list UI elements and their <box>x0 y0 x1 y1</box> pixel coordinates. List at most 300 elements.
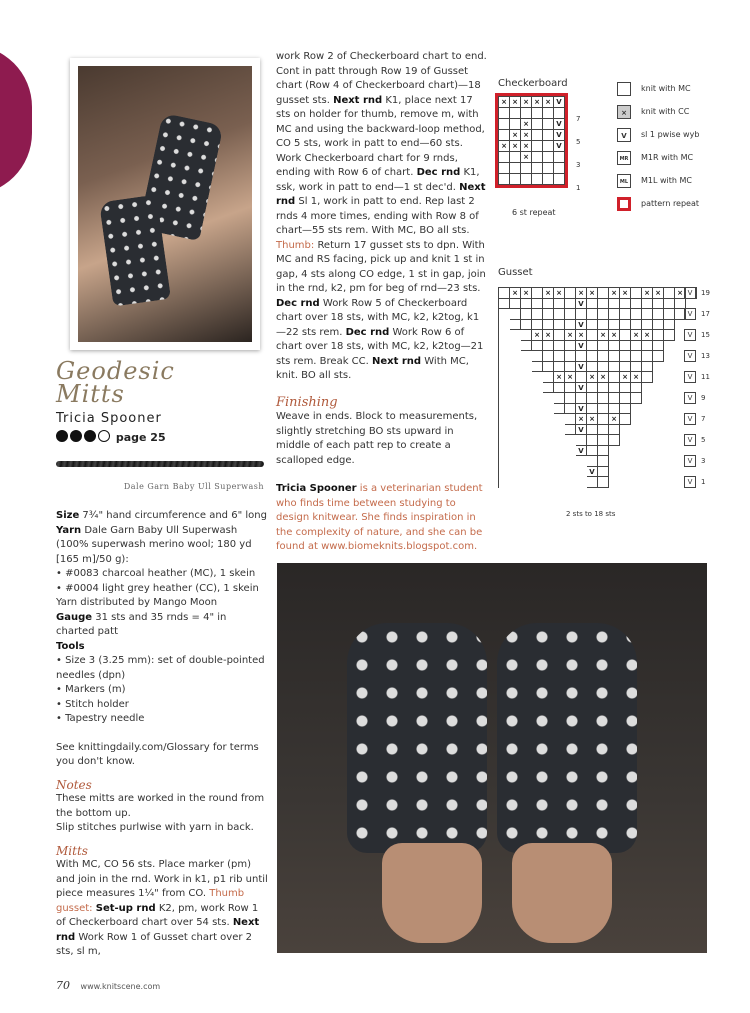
chart-cell: × <box>543 330 554 341</box>
chart-cell <box>499 414 510 425</box>
chart-cell <box>587 299 598 310</box>
chart-cell: V <box>576 446 587 457</box>
chart-cell <box>642 446 653 457</box>
chart-cell <box>499 152 510 163</box>
chart-cell <box>609 393 620 404</box>
chart-cell <box>642 362 653 373</box>
chart-cell <box>565 341 576 352</box>
chart-cell <box>565 393 576 404</box>
chart-cell <box>642 393 653 404</box>
chart-cell <box>642 477 653 488</box>
chart-cell <box>532 456 543 467</box>
chart-cell <box>664 351 675 362</box>
chart-cell <box>543 130 554 141</box>
chart-cell <box>664 477 675 488</box>
mitts-p1: With MC, CO 56 sts. Place marker (pm) and join in the rnd. Work in k1, p1 rib until piece measures 1¼" from CO. <box>56 859 268 899</box>
chart-cell <box>587 309 598 320</box>
chart-cell <box>532 446 543 457</box>
chart-cell <box>499 299 510 310</box>
chart-cell <box>510 320 521 331</box>
chart-cell <box>664 372 675 383</box>
chart-cell <box>521 456 532 467</box>
chart-cell <box>598 467 609 478</box>
chart-cell <box>510 341 521 352</box>
chart-cell <box>554 404 565 415</box>
chart-cell <box>521 299 532 310</box>
chart-cell <box>576 477 587 488</box>
chart-cell <box>576 351 587 362</box>
chart-cell <box>554 341 565 352</box>
chart-cell <box>532 130 543 141</box>
chart-cell <box>543 141 554 152</box>
row-number: 3 <box>576 161 581 169</box>
chart-cell <box>510 299 521 310</box>
chart-cell <box>510 309 521 320</box>
chart-cell <box>631 362 642 373</box>
chart-cell: × <box>510 130 521 141</box>
chart-cell <box>565 435 576 446</box>
chart-cell <box>510 425 521 436</box>
chart-cell <box>664 341 675 352</box>
chart-cell <box>532 309 543 320</box>
chart-cell: × <box>499 97 510 108</box>
chart-cell <box>653 309 664 320</box>
chart-cell <box>532 341 543 352</box>
chart-cell <box>532 425 543 436</box>
chart-cell <box>609 309 620 320</box>
chart-cell <box>631 341 642 352</box>
chart-cell <box>510 174 521 185</box>
gusset-caption: 2 sts to 18 sts <box>566 510 616 518</box>
chart-cell <box>532 414 543 425</box>
row-number: 17 <box>701 310 710 318</box>
row-number: 5 <box>701 436 706 444</box>
yarn-swatch <box>56 461 264 467</box>
chart-cell: × <box>631 372 642 383</box>
chart-cell <box>587 446 598 457</box>
chart-cell: × <box>521 141 532 152</box>
chart-cell <box>543 425 554 436</box>
chart-cell: × <box>587 372 598 383</box>
designer-name: Tricia Spooner <box>56 411 162 426</box>
chart-cell: × <box>521 97 532 108</box>
row-number: 9 <box>701 394 706 402</box>
gusset-edge-cell: V <box>684 455 696 467</box>
chart-cell <box>620 309 631 320</box>
chart-cell <box>631 467 642 478</box>
chart-cell <box>576 435 587 446</box>
chart-cell <box>521 330 532 341</box>
instructions-para: work Row 2 of Checkerboard chart to end. Cont in patt through Row 19 of Gusset chart (Row 4 of Checkerboard chart)—18 gusset sts. Next rnd K1, place next 17 sts on holder for thumb, remove m, with MC and using the backward-loop method, CO 5 sts, work in patt to end—60 sts. Work Checkerboard chart for 9 rnds, ending with Row 6 of chart. Dec rnd K1, ssk, work in patt to end—1 st dec'd. Next rnd Sl 1, work in patt to end. Rep last 2 rnds 4 more times, ending with Row 8 of chart—55 sts rem. With MC, BO all sts. Thumb: Return 17 gusset sts to dpn. With MC and RS facing, pick up and knit 1 st in gap, 4 sts along CO edge, 1 st in gap, join in the rnd, k2, pm for beg of rnd—23 sts. Dec rnd Work Row 5 of Checkerboard chart over 18 sts, with MC, k2, k2tog, k1—22 sts rem. Dec rnd Work Row 6 of chart over 18 sts, with MC, k2, k2tog—21 sts rem. Break CC. Next rnd With MC, knit. BO all sts. <box>276 51 487 381</box>
chart-cell <box>598 425 609 436</box>
chart-cell <box>521 163 532 174</box>
chart-cell <box>565 320 576 331</box>
chart-cell <box>587 393 598 404</box>
chart-cell <box>532 288 543 299</box>
legend-swatch: MR <box>617 151 631 165</box>
chart-cell <box>554 152 565 163</box>
chart-cell <box>521 383 532 394</box>
left-column <box>56 509 268 960</box>
chart-cell <box>499 467 510 478</box>
chart-cell <box>543 362 554 373</box>
chart-cell <box>653 372 664 383</box>
chart-cell <box>620 435 631 446</box>
chart-cell <box>554 320 565 331</box>
chart-cell <box>554 467 565 478</box>
chart-cell <box>554 435 565 446</box>
chart-cell <box>653 467 664 478</box>
gusset-edge-cell: V <box>684 371 696 383</box>
setup-rnd-label: Set-up rnd <box>95 902 156 914</box>
chart-cell <box>565 446 576 457</box>
gusset-edge-cell: V <box>684 308 696 320</box>
chart-cell <box>554 477 565 488</box>
chart-cell <box>499 320 510 331</box>
chart-cell <box>499 119 510 130</box>
chart-cell: × <box>631 330 642 341</box>
chart-cell <box>653 383 664 394</box>
chart-cell <box>510 383 521 394</box>
chart-cell <box>554 163 565 174</box>
chart-cell <box>598 414 609 425</box>
chart-cell <box>653 341 664 352</box>
chart-cell: V <box>576 341 587 352</box>
chart-cell <box>499 393 510 404</box>
chart-cell <box>631 477 642 488</box>
chart-cell <box>499 309 510 320</box>
chart-cell <box>565 383 576 394</box>
chart-cell: × <box>532 97 543 108</box>
chart-cell <box>565 467 576 478</box>
chart-cell <box>609 351 620 362</box>
rating-dot-filled <box>70 430 82 442</box>
chart-cell <box>631 299 642 310</box>
chart-cell: × <box>565 372 576 383</box>
mitts-text <box>56 858 268 960</box>
chart-cell <box>565 351 576 362</box>
chart-cell <box>653 435 664 446</box>
chart-cell <box>521 404 532 415</box>
chart-cell <box>620 320 631 331</box>
chart-cell: × <box>543 97 554 108</box>
chart-cell <box>565 456 576 467</box>
site-url: www.knitscene.com <box>80 982 161 991</box>
chart-cell <box>521 341 532 352</box>
chart-cell <box>521 362 532 373</box>
next-rnd-label: Next rnd <box>56 917 260 943</box>
chart-cell <box>609 320 620 331</box>
yarn-cc: • #0004 light grey heather (CC), 1 skein <box>56 582 259 594</box>
chart-cell <box>543 299 554 310</box>
chart-cell <box>499 330 510 341</box>
chart-cell <box>521 320 532 331</box>
chart-cell <box>543 467 554 478</box>
chart-cell <box>653 477 664 488</box>
section-tab <box>0 45 32 195</box>
chart-cell: V <box>576 383 587 394</box>
chart-cell: × <box>609 288 620 299</box>
row-number: 1 <box>576 184 581 192</box>
checkerboard-caption: 6 st repeat <box>512 208 556 217</box>
chart-cell <box>587 351 598 362</box>
chart-cell <box>510 404 521 415</box>
chart-cell <box>631 435 642 446</box>
chart-cell <box>499 425 510 436</box>
chart-cell <box>499 383 510 394</box>
chart-cell <box>642 320 653 331</box>
chart-cell <box>664 393 675 404</box>
chart-cell <box>620 467 631 478</box>
hand-illustration <box>512 843 612 943</box>
chart-cell <box>510 152 521 163</box>
chart-cell <box>521 477 532 488</box>
chart-cell: × <box>554 288 565 299</box>
chart-cell <box>664 299 675 310</box>
notes-text: Slip stitches purlwise with yarn in back. <box>56 822 254 833</box>
chart-cell <box>653 351 664 362</box>
chart-cell <box>587 425 598 436</box>
gusset-edge-cell: V <box>684 434 696 446</box>
chart-cell <box>576 393 587 404</box>
chart-cell: × <box>609 414 620 425</box>
middle-column <box>276 50 488 555</box>
chart-cell <box>510 456 521 467</box>
chart-cell <box>620 383 631 394</box>
chart-cell <box>587 404 598 415</box>
chart-cell <box>521 467 532 478</box>
gusset-edge-cell: V <box>684 287 696 299</box>
chart-cell <box>554 425 565 436</box>
tool-item: • Tapestry needle <box>56 713 145 724</box>
chart-cell <box>631 456 642 467</box>
chart-cell <box>653 414 664 425</box>
chart-cell <box>664 309 675 320</box>
yarn-distributor: Yarn distributed by Mango Moon <box>56 597 218 608</box>
chart-cell <box>664 404 675 415</box>
chart-cell: V <box>576 362 587 373</box>
legend-label: M1L with MC <box>641 176 692 185</box>
chart-cell <box>554 330 565 341</box>
notes-heading: Notes <box>56 777 92 792</box>
gusset-chart <box>498 287 697 488</box>
chart-cell: × <box>521 288 532 299</box>
chart-cell <box>664 383 675 394</box>
chart-cell <box>631 404 642 415</box>
chart-cell <box>609 477 620 488</box>
gauge-value: 31 sts and 35 rnds = 4" in charted patt <box>56 611 227 637</box>
chart-cell <box>631 425 642 436</box>
row-number: 15 <box>701 331 710 339</box>
chart-cell <box>532 141 543 152</box>
chart-cell <box>543 372 554 383</box>
checkerboard-chart <box>498 96 565 185</box>
chart-cell: × <box>521 119 532 130</box>
chart-cell <box>543 404 554 415</box>
row-number: 13 <box>701 352 710 360</box>
chart-cell <box>609 383 620 394</box>
chart-cell <box>499 288 510 299</box>
chart-cell <box>642 309 653 320</box>
chart-cell: × <box>510 97 521 108</box>
chart-cell <box>521 446 532 457</box>
chart-cell: × <box>598 330 609 341</box>
chart-cell <box>587 477 598 488</box>
chart-cell <box>510 446 521 457</box>
chart-cell <box>620 414 631 425</box>
chart-cell: × <box>554 372 565 383</box>
tool-item: • Markers (m) <box>56 684 126 695</box>
chart-cell <box>598 351 609 362</box>
chart-cell <box>532 477 543 488</box>
legend-swatch: × <box>617 105 631 119</box>
chart-cell <box>499 456 510 467</box>
yarn-spec <box>56 524 268 568</box>
chart-cell <box>532 383 543 394</box>
chart-cell <box>576 309 587 320</box>
legend-label: pattern repeat <box>641 199 700 208</box>
chart-cell <box>653 362 664 373</box>
chart-cell <box>609 425 620 436</box>
mitt-illustration <box>497 623 637 853</box>
chart-cell <box>664 435 675 446</box>
glossary-note: See knittingdaily.com/Glossary for terms you don't know. <box>56 741 259 767</box>
chart-cell <box>598 404 609 415</box>
chart-cell <box>620 351 631 362</box>
chart-cell <box>521 309 532 320</box>
chart-cell: × <box>642 330 653 341</box>
chart-cell: × <box>620 288 631 299</box>
chart-cell <box>653 404 664 415</box>
chart-cell <box>598 341 609 352</box>
yarn-label: Yarn <box>56 524 82 536</box>
chart-cell <box>499 163 510 174</box>
chart-cell <box>631 393 642 404</box>
chart-cell <box>565 288 576 299</box>
chart-cell <box>532 119 543 130</box>
chart-cell: × <box>565 330 576 341</box>
chart-cell <box>521 414 532 425</box>
row-number: 1 <box>701 478 706 486</box>
gauge-spec <box>56 611 268 640</box>
gusset-edge-cell: V <box>684 476 696 488</box>
chart-cell <box>653 425 664 436</box>
chart-cell <box>499 404 510 415</box>
chart-cell <box>532 404 543 415</box>
yarn-caption: Dale Garn Baby Ull Superwash <box>123 482 264 491</box>
chart-cell <box>598 383 609 394</box>
chart-cell <box>510 362 521 373</box>
chart-cell <box>631 320 642 331</box>
chart-cell: × <box>675 288 686 299</box>
chart-cell <box>664 425 675 436</box>
chart-cell <box>521 425 532 436</box>
chart-cell <box>521 351 532 362</box>
chart-cell <box>543 108 554 119</box>
page-footer <box>56 979 160 992</box>
chart-cell <box>543 341 554 352</box>
chart-cell <box>510 163 521 174</box>
chart-cell <box>532 320 543 331</box>
row-number: 3 <box>701 457 706 465</box>
chart-cell <box>620 330 631 341</box>
chart-cell <box>543 393 554 404</box>
chart-cell <box>653 393 664 404</box>
chart-cell <box>664 456 675 467</box>
title-line-1: Geodesic <box>56 357 175 385</box>
size-spec <box>56 509 268 524</box>
chart-cell: V <box>576 425 587 436</box>
chart-cell <box>554 446 565 457</box>
chart-cell <box>620 362 631 373</box>
chart-cell <box>653 320 664 331</box>
chart-cell: × <box>587 288 598 299</box>
chart-cell: × <box>576 288 587 299</box>
legend-swatch <box>617 197 631 211</box>
chart-cell <box>543 163 554 174</box>
chart-cell <box>609 446 620 457</box>
chart-cell <box>521 393 532 404</box>
chart-cell <box>598 446 609 457</box>
chart-cell: × <box>499 141 510 152</box>
chart-cell <box>510 435 521 446</box>
chart-cell <box>642 435 653 446</box>
chart-cell <box>664 320 675 331</box>
chart-cell <box>510 108 521 119</box>
chart-cell <box>510 372 521 383</box>
rating-dot-filled <box>84 430 96 442</box>
chart-cell <box>554 383 565 394</box>
chart-cell: × <box>620 372 631 383</box>
gauge-label: Gauge <box>56 611 93 623</box>
chart-cell <box>587 341 598 352</box>
rating-page-ref: page 25 <box>115 431 166 444</box>
chart-cell <box>532 393 543 404</box>
chart-cell <box>598 299 609 310</box>
chart-cell: V <box>576 320 587 331</box>
thumb-label: Thumb: <box>276 239 315 251</box>
legend-label: knit with CC <box>641 107 690 116</box>
row-number: 7 <box>701 415 706 423</box>
chart-cell <box>587 320 598 331</box>
chart-cell <box>499 174 510 185</box>
chart-cell <box>554 174 565 185</box>
bio-text: is a veterinarian student who finds time between studying to design knitwear. She finds inspiration in the complexity of nature, and she can be found at www.biomeknits.blogspot.com. <box>276 483 483 552</box>
chart-cell <box>642 341 653 352</box>
gusset-edge-cell: V <box>684 329 696 341</box>
chart-cell <box>631 351 642 362</box>
chart-cell <box>609 299 620 310</box>
chart-cell <box>620 456 631 467</box>
chart-cell: × <box>510 141 521 152</box>
chart-cell <box>620 299 631 310</box>
chart-cell <box>664 446 675 457</box>
chart-cell <box>554 393 565 404</box>
chart-cell <box>543 174 554 185</box>
chart-cell <box>598 309 609 320</box>
chart-cell <box>499 341 510 352</box>
legend-swatch: V <box>617 128 631 142</box>
chart-cell <box>653 330 664 341</box>
chart-cell <box>510 351 521 362</box>
mitts-photo-small <box>70 58 260 350</box>
chart-cell <box>664 467 675 478</box>
size-value: 7¾" hand circumference and 6" long <box>82 510 267 521</box>
chart-cell: × <box>609 330 620 341</box>
chart-cell <box>543 446 554 457</box>
chart-cell <box>664 414 675 425</box>
chart-cell <box>565 309 576 320</box>
